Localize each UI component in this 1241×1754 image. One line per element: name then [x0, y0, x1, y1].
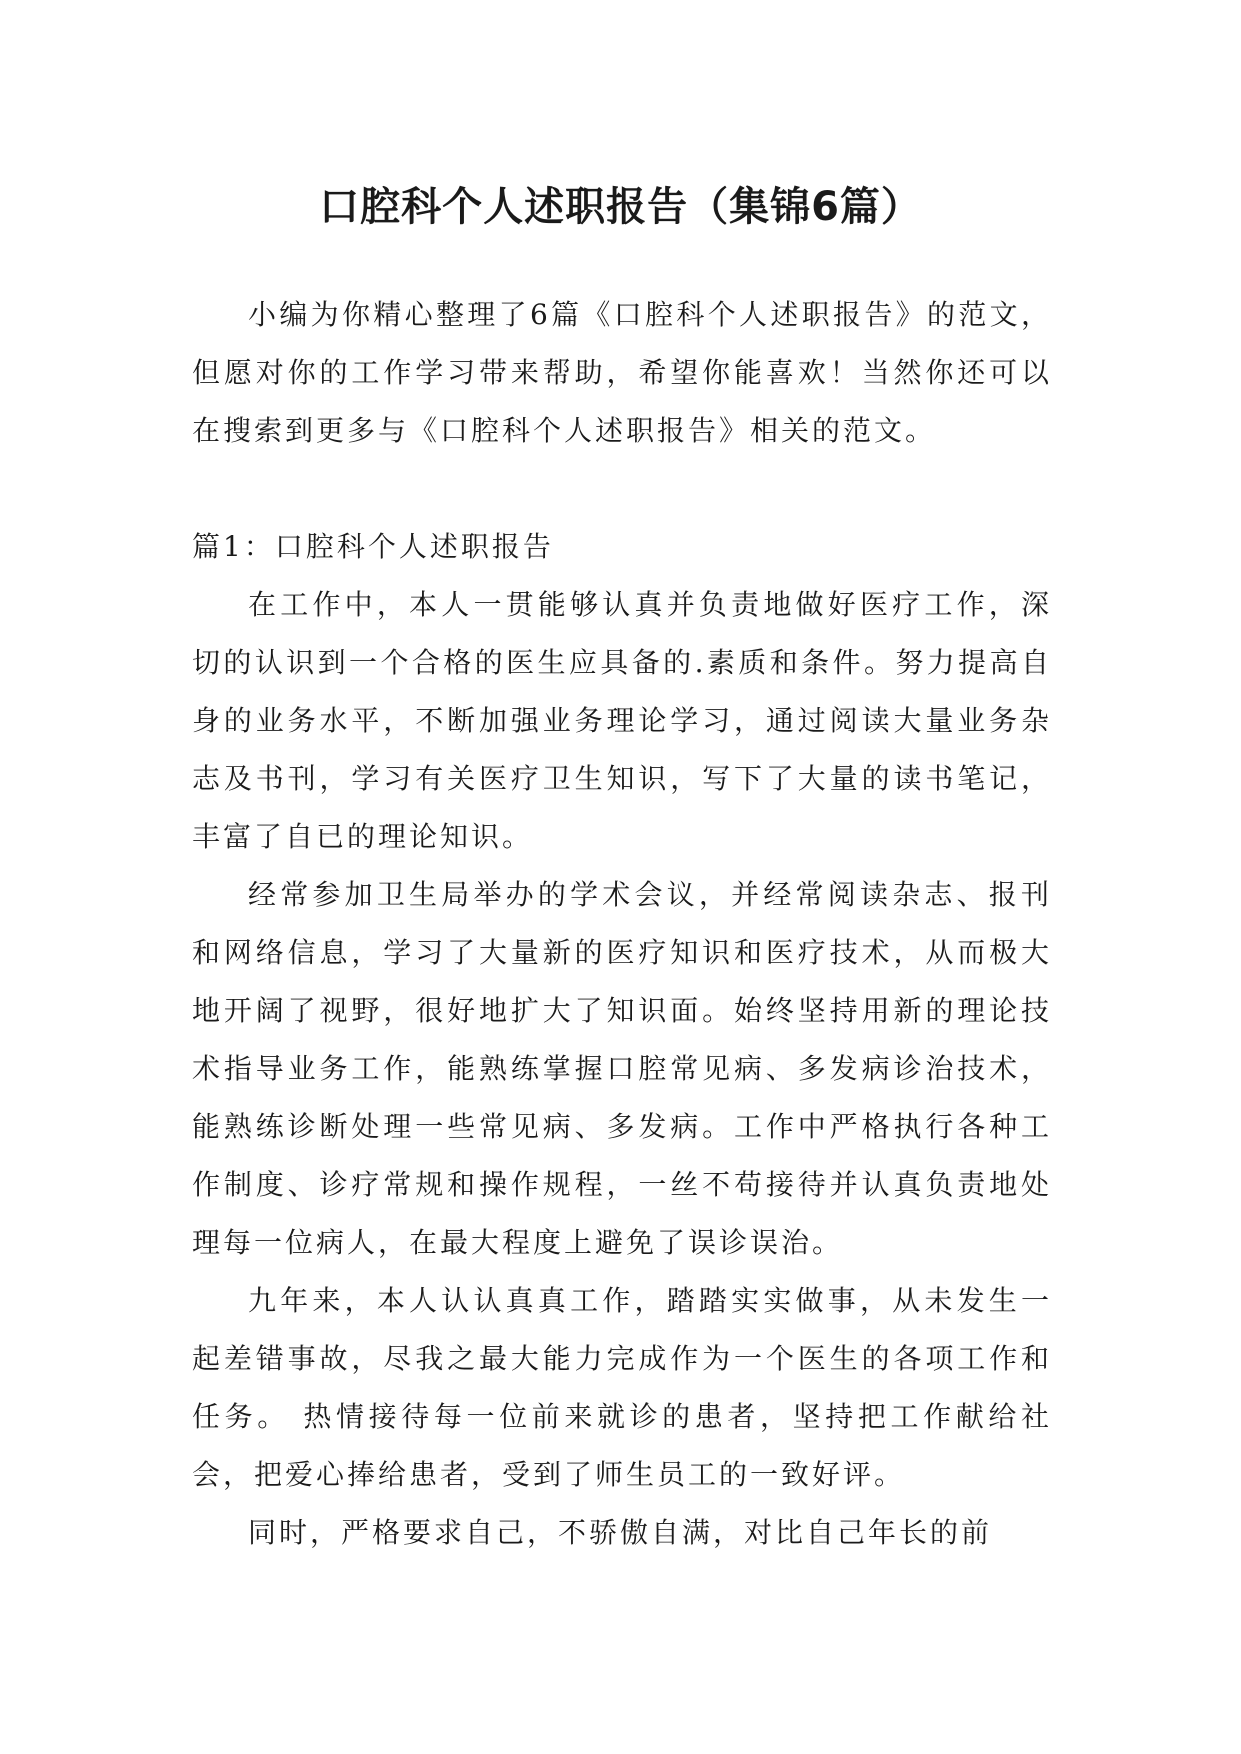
section-heading: 篇1：口腔科个人述职报告	[192, 530, 554, 563]
document-title: 口腔科个人述职报告（集锦6篇）	[319, 183, 922, 230]
intro-paragraph: 小编为你精心整理了6篇《口腔科个人述职报告》的范文，但愿对你的工作学习带来帮助，希望你能喜欢！当然你还可以在搜索到更多与《口腔科个人述职报告》相关的范文。	[192, 298, 1052, 447]
document-body	[192, 286, 1052, 1562]
body-paragraph: 在工作中，本人一贯能够认真并负责地做好医疗工作，深切的认识到一个合格的医生应具备的.素质和条件。努力提高自身的业务水平，不断加强业务理论学习，通过阅读大量业务杂志及书刊，学习有关医疗卫生知识，写下了大量的读书笔记，丰富了自已的理论知识。	[192, 588, 1052, 853]
body-paragraph: 经常参加卫生局举办的学术会议，并经常阅读杂志、报刊和网络信息，学习了大量新的医疗知识和医疗技术，从而极大地开阔了视野，很好地扩大了知识面。始终坚持用新的理论技术指导业务工作，能熟练掌握口腔常见病、多发病诊治技术，能熟练诊断处理一些常见病、多发病。工作中严格执行各种工作制度、诊疗常规和操作规程，一丝不苟接待并认真负责地处理每一位病人，在最大程度上避免了误诊误治。	[192, 878, 1052, 1259]
body-paragraph: 同时，严格要求自己，不骄傲自满，对比自己年长的前	[248, 1516, 993, 1549]
body-paragraph: 九年来，本人认认真真工作，踏踏实实做事，从未发生一起差错事故，尽我之最大能力完成作为一个医生的各项工作和任务。 热情接待每一位前来就诊的患者，坚持把工作献给社会，把爱心捧给患者，受到了师生员工的一致好评。	[192, 1284, 1052, 1491]
